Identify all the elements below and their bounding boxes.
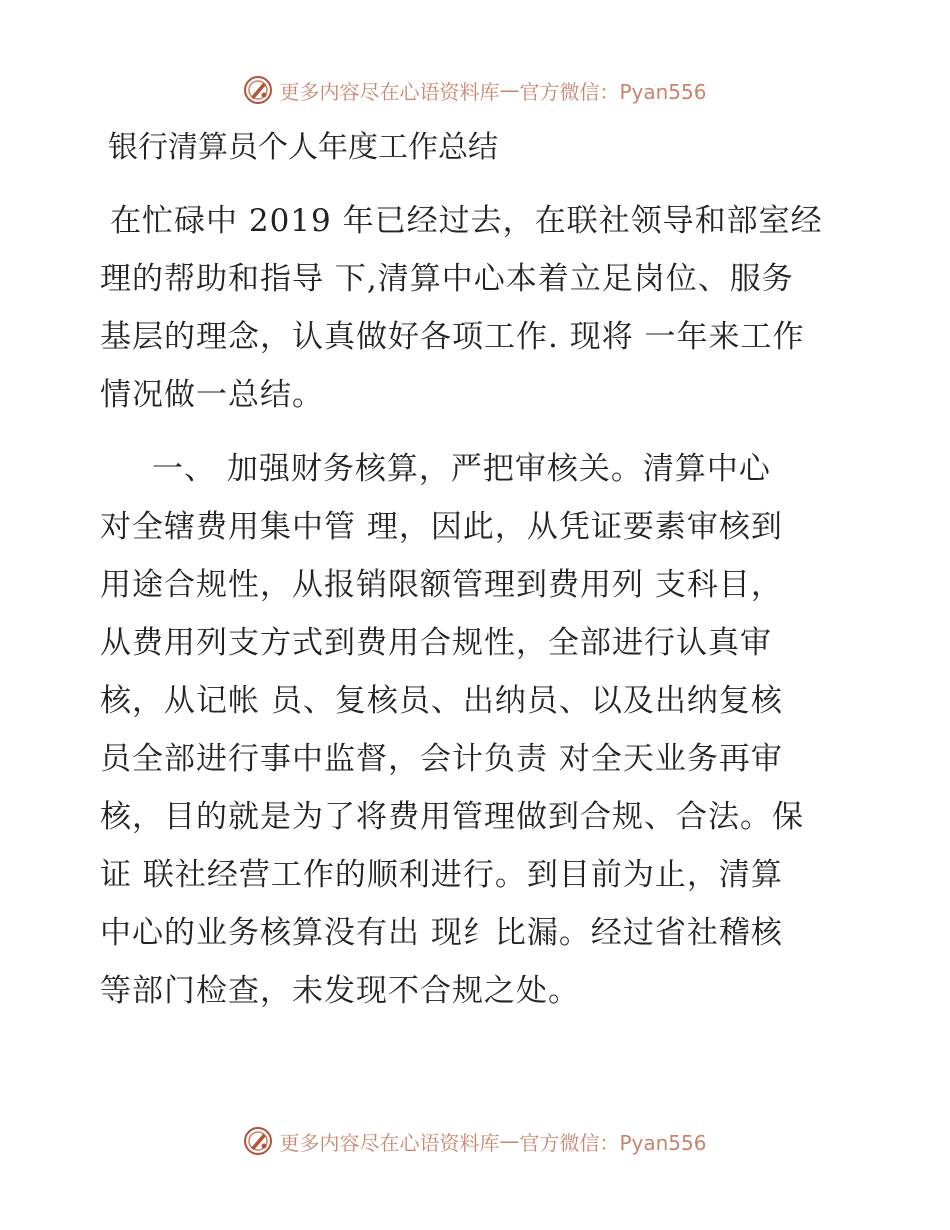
banner-dash: — [499,1129,520,1153]
paragraph-line: 基层的理念，认真做好各项工作. 现将 一年来工作 [100,319,805,355]
footer-banner [0,1121,950,1161]
paragraph-line: 理的帮助和指导 下,清算中心本着立足岗位、服务 [100,261,794,297]
paragraph-line: 员全部进行事中监督，会计负责 对全天业务再审 [100,741,783,777]
banner-dash: — [499,78,520,102]
paragraph-line: 用途合规性，从报销限额管理到费用列 支科目， [100,567,783,603]
paragraph-line: 在忙碌中 2019 年已经过去，在联社领导和部室经 [110,203,823,239]
paragraph-line: 等部门检查，未发现不合规之处。 [100,973,580,1009]
paragraph-line: 核，从记帐 员、复核员、出纳员、以及出纳复核 [100,683,783,719]
banner-contact-text: 官方微信：Pyan556 [519,1130,707,1155]
paragraph-line: 从费用列支方式到费用合规性，全部进行认真审 [100,625,772,661]
paragraph-line: 情况做一总结。 [100,377,324,413]
paragraph-line: 中心的业务核算没有出 现纟比漏。经过省社稽核 [100,915,783,951]
paragraph-line: 证 联社经营工作的顺利进行。到目前为止，清算 [100,857,783,893]
banner-brand-text: 更多内容尽在心语资料库 [279,1130,500,1155]
banner-brand-text: 更多内容尽在心语资料库 [279,79,500,104]
paragraph-line: 一、 加强财务核算，严把审核关。清算中心 [152,451,771,487]
banner-contact-text: 官方微信：Pyan556 [519,79,707,104]
brand-logo-icon [243,75,273,105]
paragraph-line: 对全辖费用集中管 理，因此，从凭证要素审核到 [100,509,783,545]
paragraph-line: 核，目的就是为了将费用管理做到合规、合法。保 [100,799,804,835]
document-title: 银行清算员个人年度工作总结 [108,130,498,165]
brand-logo-icon [243,1126,273,1156]
header-banner [0,70,950,110]
